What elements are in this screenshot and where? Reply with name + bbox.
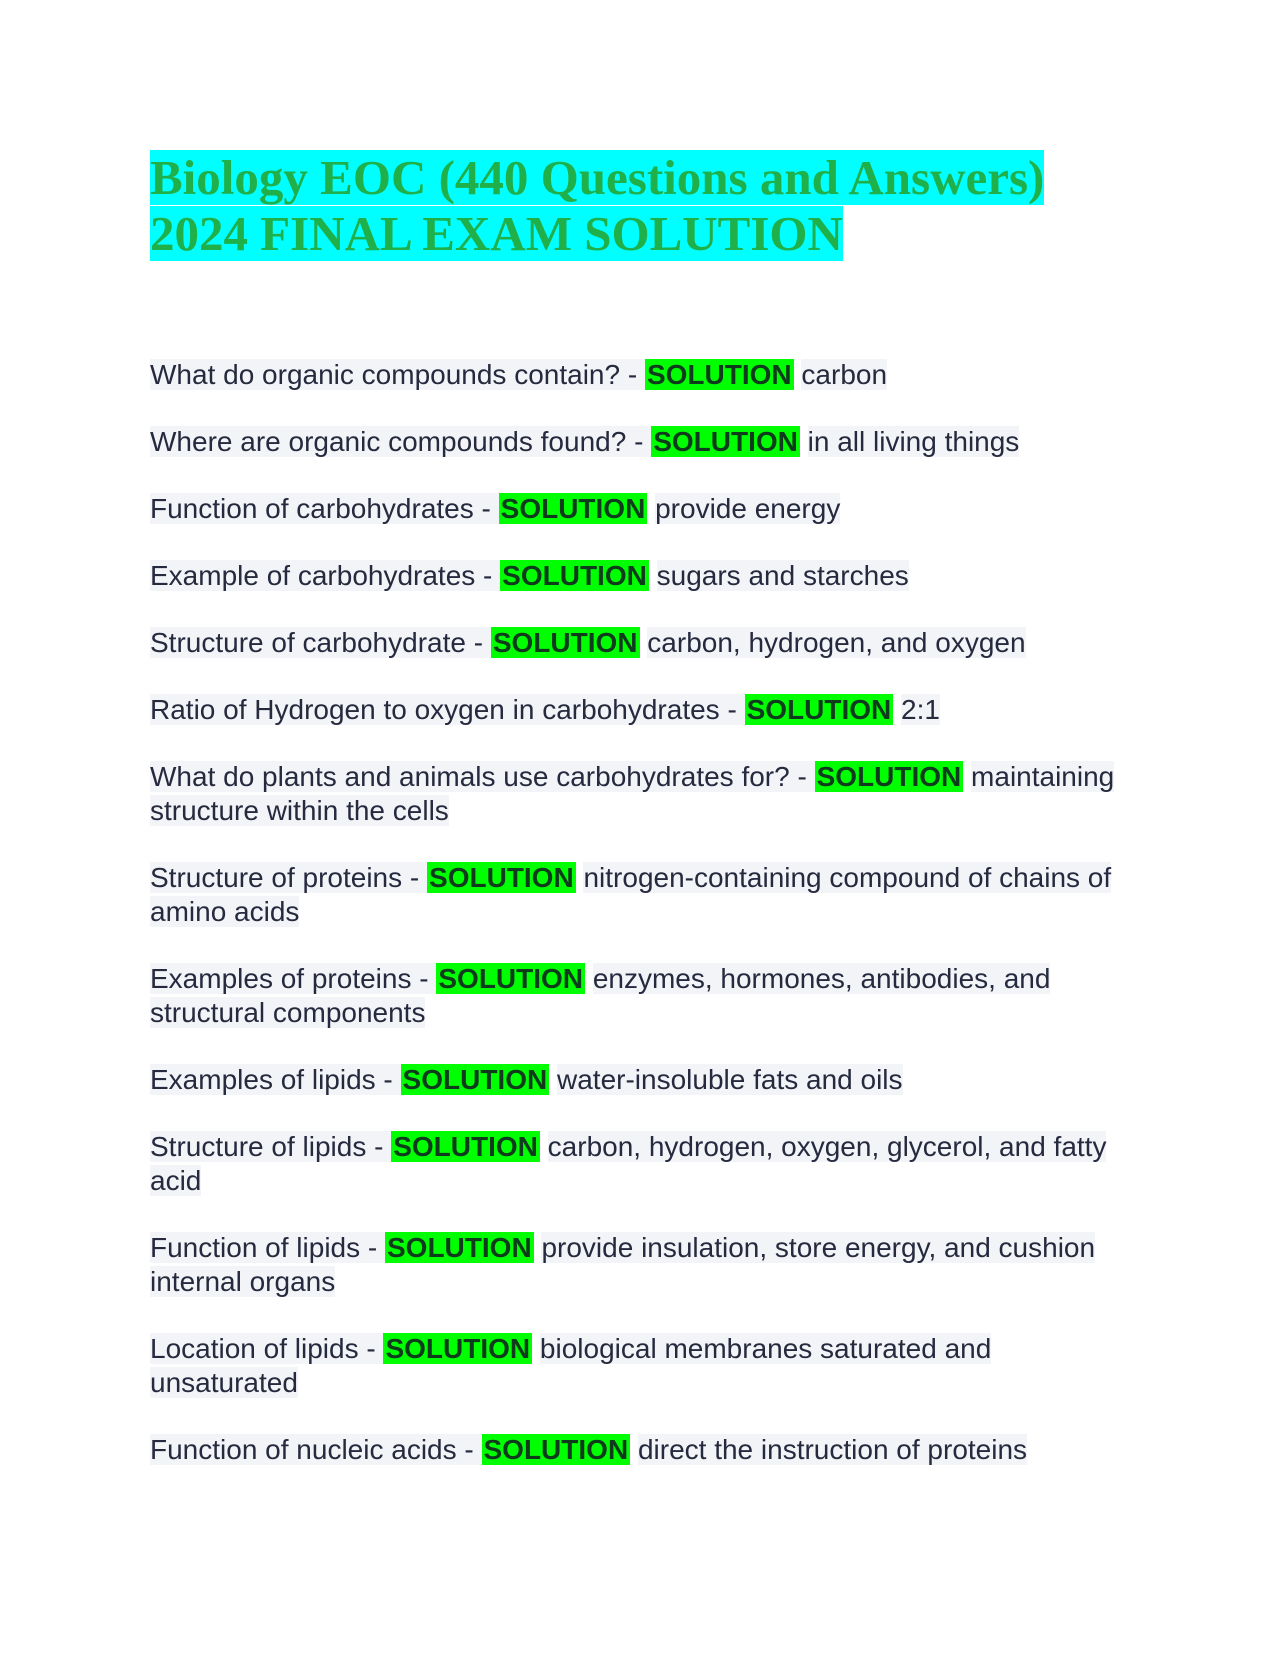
solution-label: SOLUTION — [502, 560, 647, 591]
question-text: Structure of carbohydrate — [150, 627, 466, 658]
separator: - — [375, 1064, 401, 1095]
title-line-1: Biology EOC (440 Questions and Answers) — [150, 150, 1045, 205]
title-line-2: 2024 FINAL EXAM SOLUTION — [150, 206, 843, 261]
question-text: Examples of lipids — [150, 1064, 376, 1095]
answer-text: nitrogen-containing compound of chains of amino acids — [150, 862, 1112, 927]
answer-text: biological membranes saturated and unsaturated — [150, 1333, 992, 1398]
solution-label: SOLUTION — [500, 493, 646, 524]
solution-label: SOLUTION — [646, 359, 792, 390]
question-text: Example of carbohydrates — [150, 560, 476, 591]
separator: - — [411, 963, 437, 994]
answer-text: water-insoluble fats and oils — [557, 1064, 903, 1095]
separator: - — [626, 426, 652, 457]
qa-item — [150, 861, 1130, 929]
qa-item — [150, 1231, 1130, 1299]
solution-label: SOLUTION — [816, 761, 962, 792]
question-text: What do plants and animals use carbohydrates for? — [150, 761, 790, 792]
solution-label: SOLUTION — [402, 1064, 548, 1095]
document-page — [150, 150, 1130, 1500]
separator: - — [366, 1131, 392, 1162]
qa-item — [150, 1130, 1130, 1198]
question-text: Structure of lipids — [150, 1131, 367, 1162]
solution-label: SOLUTION — [483, 1434, 629, 1465]
solution-label: SOLUTION — [438, 963, 584, 994]
answer-text: in all living things — [807, 426, 1020, 457]
question-text: Function of lipids — [150, 1232, 361, 1263]
separator: - — [719, 694, 745, 725]
qa-item — [150, 1433, 1130, 1467]
answer-text: direct the instruction of proteins — [637, 1434, 1028, 1465]
qa-item — [150, 760, 1130, 828]
qa-item — [150, 962, 1130, 1030]
solution-label: SOLUTION — [385, 1333, 531, 1364]
qa-item — [150, 358, 1130, 392]
answer-text: provide energy — [655, 493, 841, 524]
qa-item — [150, 693, 1130, 727]
separator: - — [620, 359, 645, 390]
qa-item — [150, 1063, 1130, 1097]
separator: - — [456, 1434, 482, 1465]
answer-text: carbon, hydrogen, and oxygen — [647, 627, 1026, 658]
question-text: Structure of proteins — [150, 862, 403, 893]
separator: - — [360, 1232, 385, 1263]
answer-text: carbon, hydrogen, oxygen, glycerol, and fatty acid — [150, 1131, 1107, 1196]
solution-label: SOLUTION — [653, 426, 798, 457]
question-text: Location of lipids — [150, 1333, 359, 1364]
separator: - — [465, 627, 491, 658]
separator: - — [473, 493, 499, 524]
qa-item — [150, 1332, 1130, 1400]
qa-item — [150, 425, 1130, 459]
qa-item — [150, 626, 1130, 660]
qa-item — [150, 559, 1130, 593]
qa-item — [150, 492, 1130, 526]
answer-text: carbon — [801, 359, 888, 390]
question-text: Function of carbohydrates — [150, 493, 474, 524]
question-text: What do organic compounds contain? — [150, 359, 621, 390]
solution-label: SOLUTION — [393, 1131, 538, 1162]
answer-text: 2:1 — [901, 694, 940, 725]
separator: - — [475, 560, 501, 591]
question-text: Function of nucleic acids — [150, 1434, 457, 1465]
answer-text: maintaining structure within the cells — [150, 761, 1115, 826]
answer-text: provide insulation, store energy, and cushion internal organs — [150, 1232, 1096, 1297]
answer-text: enzymes, hormones, antibodies, and structural components — [150, 963, 1051, 1028]
solution-label: SOLUTION — [492, 627, 638, 658]
qa-list — [150, 358, 1130, 1467]
separator: - — [402, 862, 428, 893]
solution-label: SOLUTION — [387, 1232, 532, 1263]
separator: - — [358, 1333, 384, 1364]
solution-label: SOLUTION — [429, 862, 574, 893]
document-title — [150, 150, 1130, 262]
answer-text: sugars and starches — [656, 560, 909, 591]
solution-label: SOLUTION — [746, 694, 892, 725]
separator: - — [789, 761, 815, 792]
question-text: Examples of proteins — [150, 963, 412, 994]
question-text: Where are organic compounds found? — [150, 426, 627, 457]
question-text: Ratio of Hydrogen to oxygen in carbohydrates — [150, 694, 720, 725]
